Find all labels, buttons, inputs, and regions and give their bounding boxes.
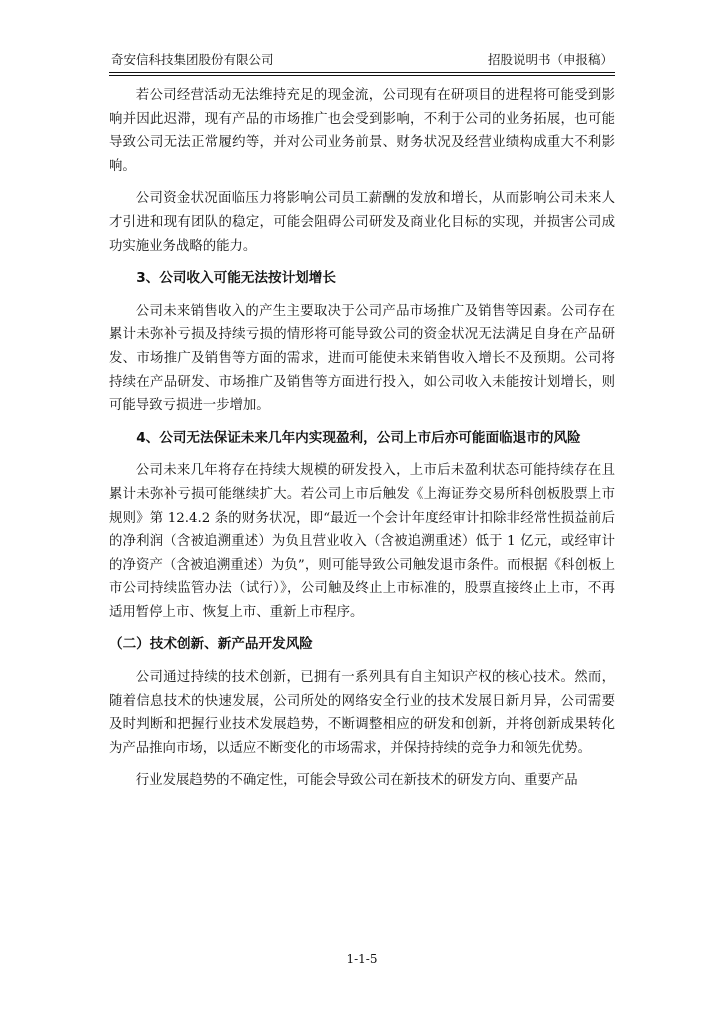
page-number: 1-1-5: [346, 952, 378, 966]
header-company-name: 奇安信科技集团股份有限公司: [111, 52, 274, 67]
paragraph-delisting: 公司未来几年将存在持续大规模的研发投入，上市后未盈利状态可能持续存在且累计未弥补亏损可能继续扩大。若公司上市后触发《上海证券交易所科创板股票上市规则》第 12.4.2 条的财务状况，即“最近一个会计年度经审计扣除非经常性损益前后的净利润（含被追溯重述）为负且营业收入（含被追溯重述）低于 1 亿元，或经审计的净资产（含被追溯重述）为负”，则可能导致公司触发退市条件。而根据《科创板上市公司持续监管办法（试行）》，公司触及终止上市标准的，股票直接终止上市，不再适用暂停上市、恢复上市、重新上市程序。: [109, 463, 615, 620]
document-body: [109, 84, 615, 802]
paragraph-industry-trend: 行业发展趋势的不确定性，可能会导致公司在新技术的研发方向、重要产品: [135, 773, 578, 789]
heading-revenue-growth-risk: 3、公司收入可能无法按计划增长: [136, 270, 336, 287]
paragraph-revenue-growth: 公司未来销售收入的产生主要取决于公司产品市场推广及销售等因素。公司存在累计未弥补亏损及持续亏损的情形将可能导致公司的资金状况无法满足自身在产品研发、市场推广及销售等方面的需求，进而可能使未来销售收入增长不及预期。公司将持续在产品研发、市场推广及销售等方面进行投入，如公司收入未能按计划增长，则可能导致亏损进一步增加。: [109, 303, 615, 414]
paragraph-tech-innovation: 公司通过持续的技术创新，已拥有一系列具有自主知识产权的核心技术。然而，随着信息技术的快速发展，公司所处的网络安全行业的技术发展日新月异，公司需要及时判断和把握行业技术发展趋势，不断调整相应的研发和创新，并将创新成果转化为产品推向市场，以适应不断变化的市场需求，并保持持续的竞争力和领先优势。: [109, 670, 615, 756]
header-rule-thin: [109, 75, 615, 76]
heading-profitability-delisting-risk: 4、公司无法保证未来几年内实现盈利，公司上市后亦可能面临退市的风险: [136, 429, 581, 446]
paragraph-cash-flow-risk: 若公司经营活动无法维持充足的现金流，公司现有在研项目的进程将可能受到影响并因此迟滞，现有产品的市场推广也会受到影响，不利于公司的业务拓展，也可能导致公司无法正常履约等，并对公司业务前景、财务状况及经营业绩构成重大不利影响。: [109, 88, 615, 174]
header-rule-thick: [109, 72, 615, 73]
section-heading-tech-innovation-risk: （二）技术创新、新产品开发风险: [109, 636, 313, 653]
paragraph-talent-risk: 公司资金状况面临压力将影响公司员工薪酬的发放和增长，从而影响公司未来人才引进和现有团队的稳定，可能会阻碍公司研发及商业化目标的实现，并损害公司成功实施业务战略的能力。: [109, 191, 615, 254]
header-document-title: 招股说明书（申报稿）: [487, 52, 613, 67]
page-header: [109, 48, 615, 72]
